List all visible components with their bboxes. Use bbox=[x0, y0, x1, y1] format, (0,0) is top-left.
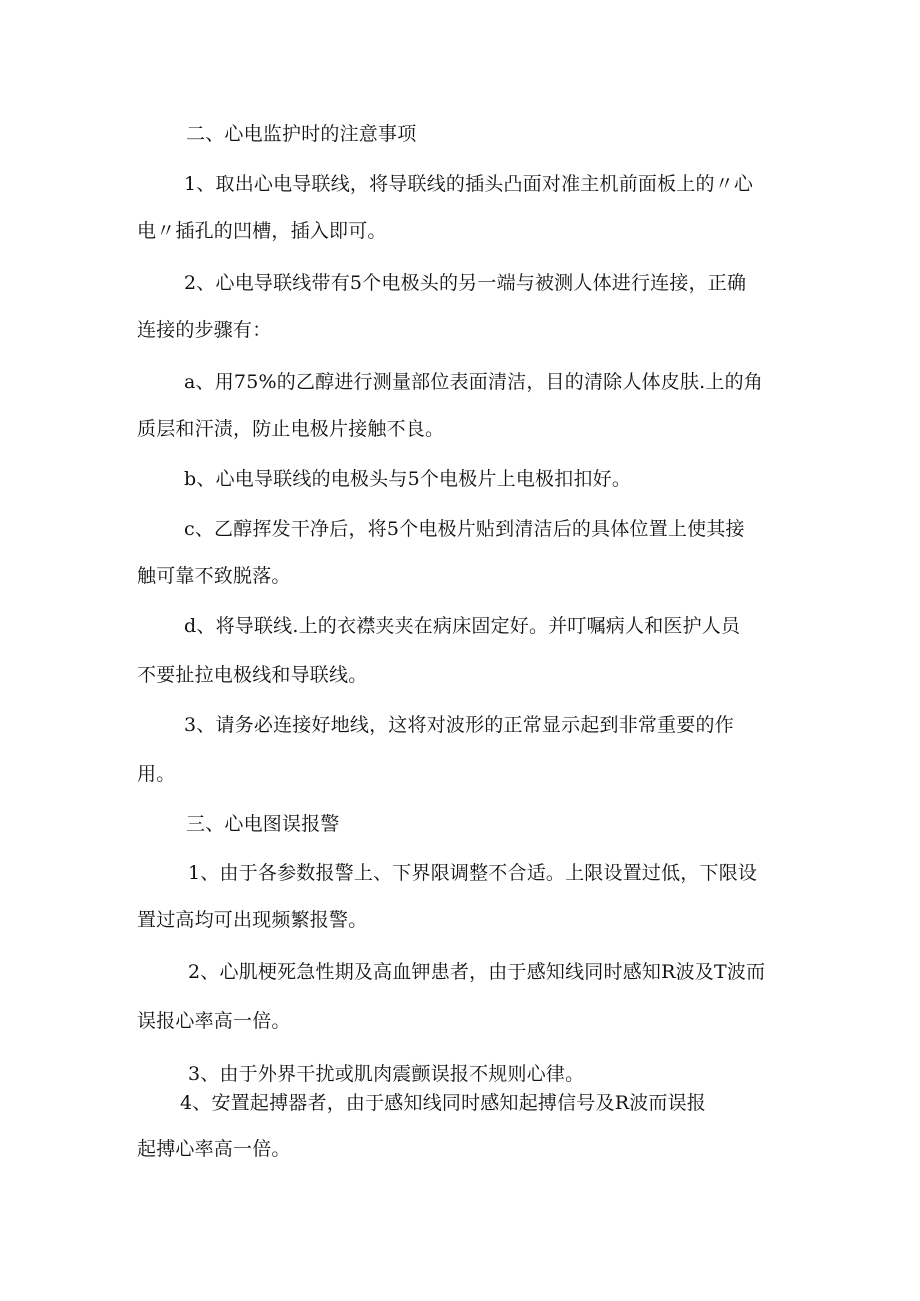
paragraph-line: 质层和汗渍，防止电极片接触不良。 bbox=[137, 418, 445, 440]
paragraph-line: a、用75%的乙醇进行测量部位表面清洁，目的清除人体皮肤.上的角 bbox=[184, 371, 763, 393]
paragraph-line: 1、由于各参数报警上、下界限调整不合适。上限设置过低，下限设 bbox=[188, 862, 758, 884]
paragraph-line: 2、心肌梗死急性期及高血钾患者，由于感知线同时感知R波及T波而 bbox=[188, 961, 766, 983]
paragraph-line: 用。 bbox=[137, 763, 176, 785]
paragraph-line: 3、由于外界干扰或肌肉震颤误报不规则心律。 bbox=[188, 1063, 585, 1085]
paragraph-line: 电〃插孔的凹槽，插入即可。 bbox=[137, 220, 387, 242]
paragraph-line: 1、取出心电导联线，将导联线的插头凸面对准主机前面板上的〃心 bbox=[184, 173, 754, 195]
paragraph-line: 触可靠不致脱落。 bbox=[137, 565, 291, 587]
paragraph-line: 4、安置起搏器者，由于感知线同时感知起搏信号及R波而误报 bbox=[180, 1092, 706, 1114]
paragraph-line: d、将导联线.上的衣襟夹夹在病床固定好。并叮嘱病人和医护人员 bbox=[184, 615, 741, 637]
section-heading: 二、心电监护时的注意事项 bbox=[186, 123, 417, 145]
paragraph-line: c、乙醇挥发干净后，将5个电极片贴到清洁后的具体位置上使其接 bbox=[184, 518, 745, 540]
paragraph-line: 误报心率高一倍。 bbox=[137, 1010, 291, 1032]
paragraph-line: 2、心电导联线带有5个电极头的另一端与被测人体进行连接，正确 bbox=[184, 272, 747, 294]
section-heading: 三、心电图误报警 bbox=[186, 813, 340, 835]
paragraph-line: 3、请务必连接好地线，这将对波形的正常显示起到非常重要的作 bbox=[184, 714, 734, 736]
paragraph-line: 起搏心率高一倍。 bbox=[137, 1138, 291, 1160]
paragraph-line: b、心电导联线的电极头与5个电极片上电极扣扣好。 bbox=[184, 468, 632, 490]
paragraph-line: 置过高均可出现频繁报警。 bbox=[137, 909, 368, 931]
paragraph-line: 连接的步骤有： bbox=[137, 319, 272, 341]
paragraph-line: 不要扯拉电极线和导联线。 bbox=[137, 664, 368, 686]
